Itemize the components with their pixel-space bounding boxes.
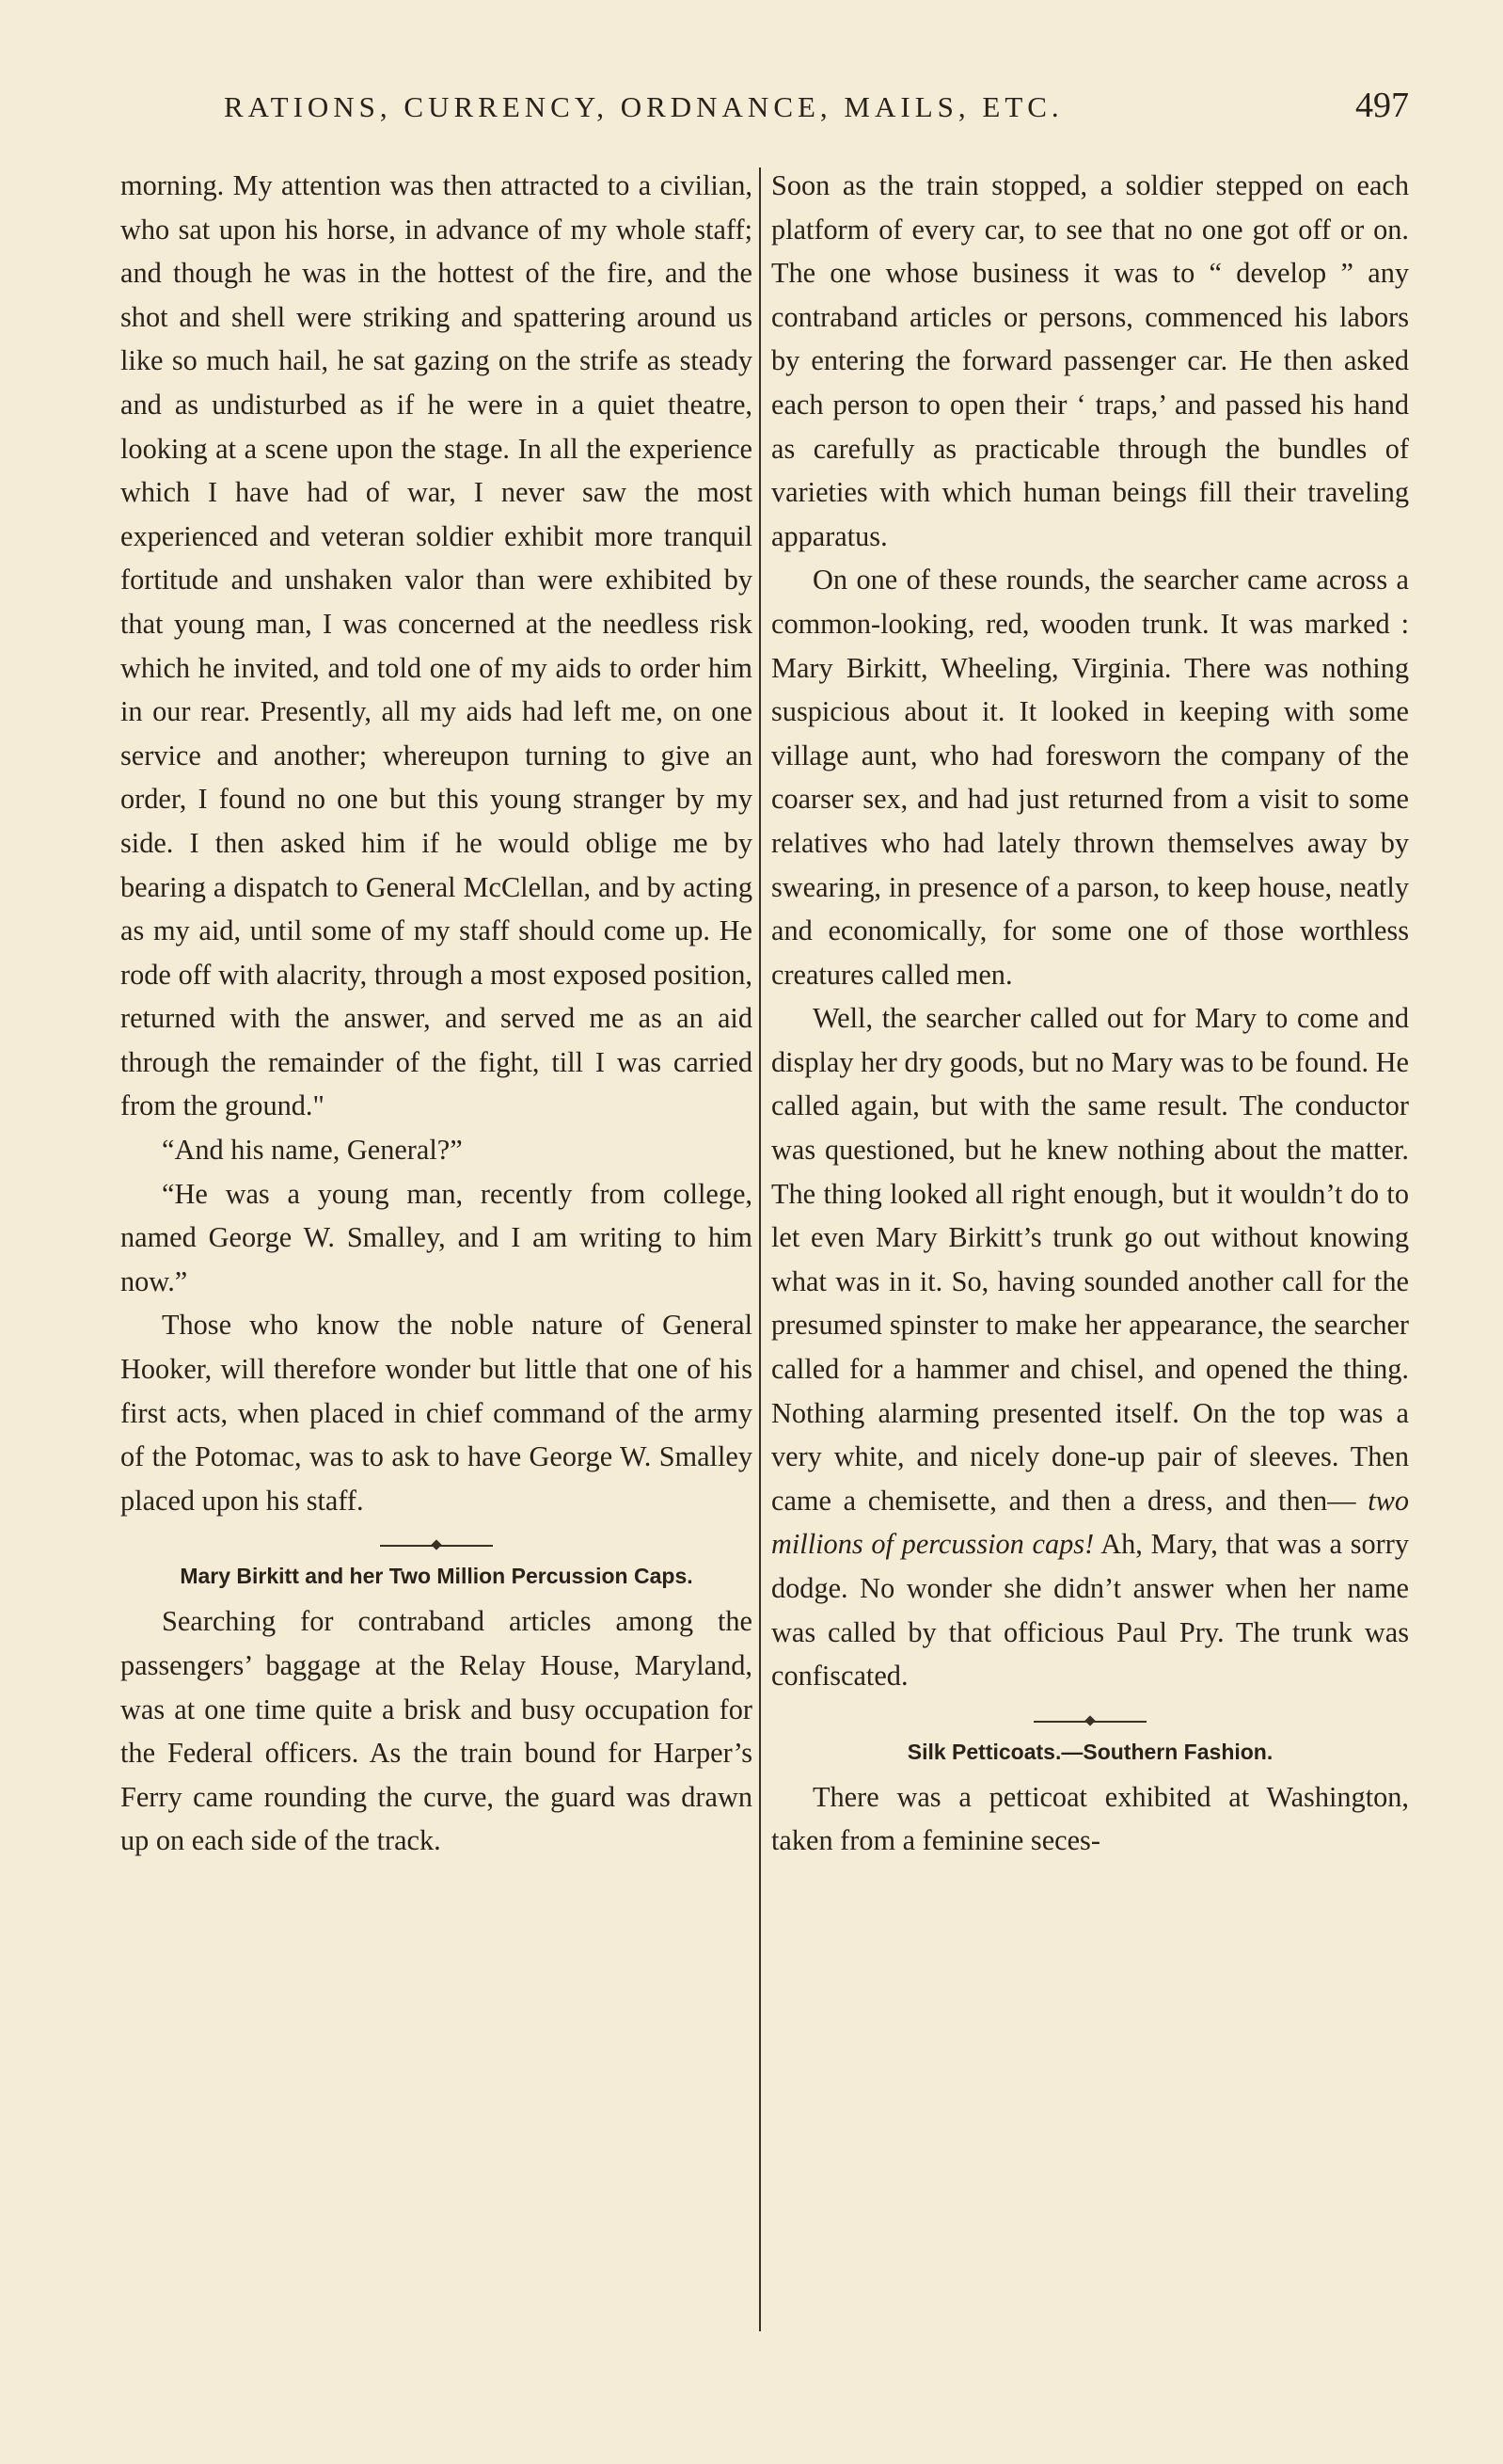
- paragraph-searcher: [771, 996, 1409, 1698]
- right-column: [771, 164, 1409, 1863]
- page-number: 497: [1355, 86, 1409, 125]
- paragraph-hooker: Those who know the noble nature of General Hooker, will therefore wonder but little that one of his first acts, when placed in chief command of the army of the Potomac, was to ask to have George W. Smalley placed upon his staff.: [120, 1309, 752, 1517]
- italic-percussion-caps: two millions of percussion caps!: [771, 1484, 1410, 1561]
- page-header: [120, 86, 1409, 137]
- paragraph-continued: morning. My attention was then attracted to a civilian, who sat upon his horse, in advance of my whole staff; and though he was in the hottest of the fire, and the shot and shell were striking and spattering around us like so much hail, he sat gazing on the strife as steady and as undisturbed as if he were in a quiet theatre, looking at a scene upon the stage. In all the experience which I have had of war, I never saw the most experienced and veteran soldier exhibit more tranquil fortitude and unshaken valor than were exhibited by that young man, I was concerned at the needless risk which he invited, and told one of my aids to order him in our rear. Presently, all my aids had left me, on one service and another; whereupon turning to give an order, I found no one but this young stranger by my side. I then asked him if he would oblige me by bearing a dispatch to General McClellan, and by acting as my aid, until some of my staff should come up. He rode off with alacrity, through a most exposed position, returned with the answer, and served me as an aid through the remainder of the fight, till I was carried from the ground.": [120, 169, 752, 1122]
- paragraph-quote-answer: “He was a young man, recently from college, named George W. Smalley, and I am writing to him now.”: [120, 1177, 752, 1297]
- section-separator-2: [1034, 1721, 1147, 1723]
- paragraph-relay-house: Searching for contraband articles among the passengers’ baggage at the Relay House, Maryland, was at one time quite a brisk and busy occupation for the Federal officers. As the train bound for Harper’s Ferry came rounding the curve, the guard was drawn up on each side of the track.: [120, 1605, 752, 1857]
- left-column: [120, 164, 752, 1863]
- paragraph-petticoat: There was a petticoat exhibited at Washington, taken from a feminine seces-: [771, 1780, 1409, 1857]
- column-divider: [759, 167, 761, 2331]
- paragraph-train-stopped: Soon as the train stopped, a soldier stepped on each platform of every car, to see that no one got off or on. The one whose business it was to “ develop ” any contraband articles or persons, commenced his labors by entering the forward passenger car. He then asked each person to open their ‘ traps,’ and passed his hand as carefully as practicable through the bundles of varieties with which human beings fill their traveling apparatus.: [771, 169, 1409, 552]
- section-title-mary-birkitt: Mary Birkitt and her Two Million Percussion Caps.: [180, 1564, 693, 1589]
- paragraph-quote-question: “And his name, General?”: [162, 1134, 463, 1167]
- searcher-text-a: Well, the searcher called out for Mary to come and display her dry goods, but no Mary was to be found. He called again, but with the same result. The conductor was questioned, but he knew nothing about the matter. The thing looked all right enough, but it wouldn’t do to let even Mary Birkitt’s trunk go out without knowing what was in it. So, having sounded another call for the presumed spinster to make her appearance, the searcher called for a hammer and chisel, and opened the thing. Nothing alarming presented itself. On the top was a very white, and nicely done-up pair of sleeves. Then came a chemisette, and then a dress, and then—: [771, 1002, 1409, 1517]
- section-separator: [380, 1545, 493, 1547]
- section-title-silk-petticoats: Silk Petticoats.—Southern Fashion.: [907, 1739, 1274, 1764]
- searcher-text-b: Ah, Mary, that was a sorry dodge. No wonder she didn’t answer when her name was called by that officious Paul Pry. The trunk was confiscated.: [771, 1528, 1410, 1693]
- paragraph-trunk: On one of these rounds, the searcher came across a common-looking, red, wooden trunk. It was marked : Mary Birkitt, Wheeling, Virginia. There was nothing suspicious about it. It looked in keeping with some village aunt, who had foresworn the company of the coarser sex, and had just returned from a visit to some relatives who had lately thrown themselves away by swearing, in presence of a parson, to keep house, neatly and economically, for some one of those worthless creatures called men.: [771, 564, 1409, 991]
- running-head: RATIONS, CURRENCY, ORDNANCE, MAILS, ETC.: [224, 90, 1064, 123]
